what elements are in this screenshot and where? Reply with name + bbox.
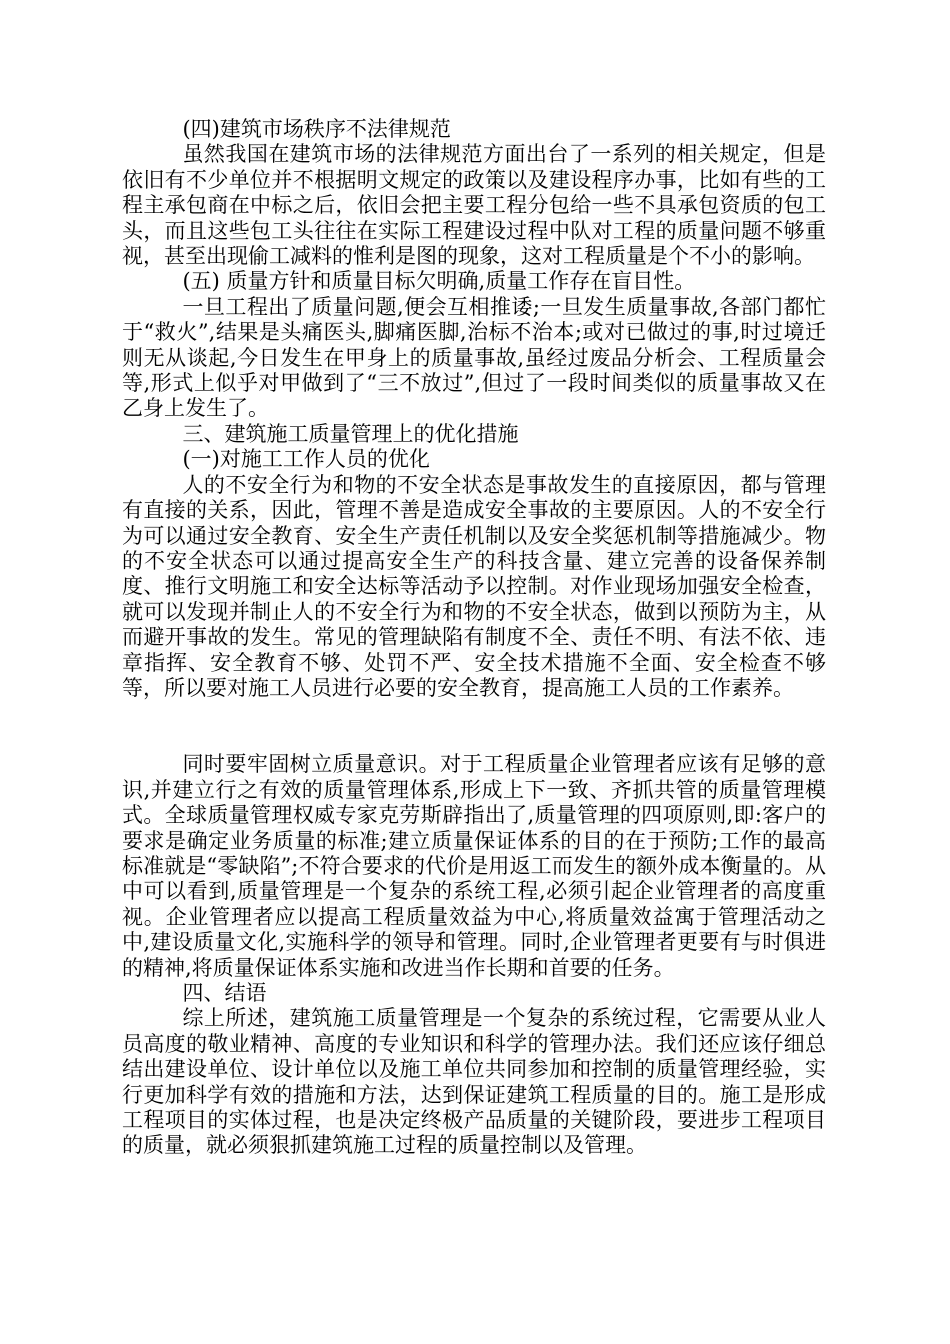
part3-heading: 三、建筑施工质量管理上的优化措施 [182, 421, 519, 446]
part4-paragraph: 综上所述，建筑施工质量管理是一个复杂的系统过程，它需要从业人员高度的敬业精神、高度的专业知识和科学的管理办法。我们还应该仔细总结出建设单位、设计单位以及施工单位共同参加和控制的质量管理经验，实行更加科学有效的措施和方法，达到保证建筑工程质量的目的。施工是形成工程项目的实体过程，也是决定终极产品质量的关键阶段，要进步工程项目的质量，就必须狠抓建筑施工过程的质量控制以及管理。 [122, 1006, 826, 1158]
section5-paragraph: 一旦工程出了质量问题,便会互相推诿;一旦发生质量事故,各部门都忙于“救火”,结果是头痛医头,脚痛医脚,治标不治本;或对已做过的事,时过境迁则无从谈起,今日发生在甲身上的质量事故,虽经过废品分析会、工程质量会等,形式上似乎对甲做到了“三不放过”,但过了一段时间类似的质量事故又在乙身上发生了。 [122, 294, 826, 421]
paragraph-gap [122, 701, 826, 752]
section4-paragraph: 虽然我国在建筑市场的法律规范方面出台了一系列的相关规定，但是依旧有不少单位并不根据明文规定的政策以及建设程序办事，比如有些的工程主承包商在中标之后，依旧会把主要工程分包给一些不具承包资质的包工头，而且这些包工头往往在实际工程建设过程中队对工程的质量问题不够重视，甚至出现偷工减料的惟利是图的现象，这对工程质量是个不小的影响。 [122, 142, 826, 269]
section4-heading: (四)建筑市场秩序不法律规范 [182, 117, 451, 141]
part3-paragraph2: 同时要牢固树立质量意识。对于工程质量企业管理者应该有足够的意识,并建立行之有效的质量管理体系,形成上下一致、齐抓共管的质量管理模式。全球质量管理权威专家克劳斯辟指出了,质量管理的四项原则,即:客户的要求是确定业务质量的标准;建立质量保证体系的目的在于预防;工作的最高标准就是“零缺陷”;不符合要求的代价是用返工而发生的额外成本衡量的。从中可以看到,质量管理是一个复杂的系统工程,必须引起企业管理者的高度重视。企业管理者应以提高工程质量效益为中心,将质量效益寓于管理活动之中,建设质量文化,实施科学的领导和管理。同时,企业管理者更要有与时俱进的精神,将质量保证体系实施和改进当作长期和首要的任务。 [122, 752, 826, 980]
document-body [122, 117, 826, 1159]
part4-heading: 四、结语 [182, 981, 267, 1005]
part3-subsection1-paragraph: 人的不安全行为和物的不安全状态是事故发生的直接原因，都与管理有直接的关系，因此，管理不善是造成安全事故的主要原因。人的不安全行为可以通过安全教育、安全生产责任机制以及安全奖惩机制等措施减少。物的不安全状态可以通过提高安全生产的科技含量、建立完善的设备保养制度、推行文明施工和安全达标等活动予以控制。对作业现场加强安全检查，就可以发现并制止人的不安全行为和物的不安全状态，做到以预防为主，从而避开事故的发生。常见的管理缺陷有制度不全、责任不明、有法不依、违章指挥、安全教育不够、处罚不严、安全技术措施不全面、安全检查不够等，所以要对施工人员进行必要的安全教育，提高施工人员的工作素养。 [122, 472, 826, 700]
part3-subsection1-heading: (一)对施工工作人员的优化 [182, 447, 430, 472]
section5-heading: (五) 质量方针和质量目标欠明确,质量工作存在盲目性。 [182, 269, 696, 294]
